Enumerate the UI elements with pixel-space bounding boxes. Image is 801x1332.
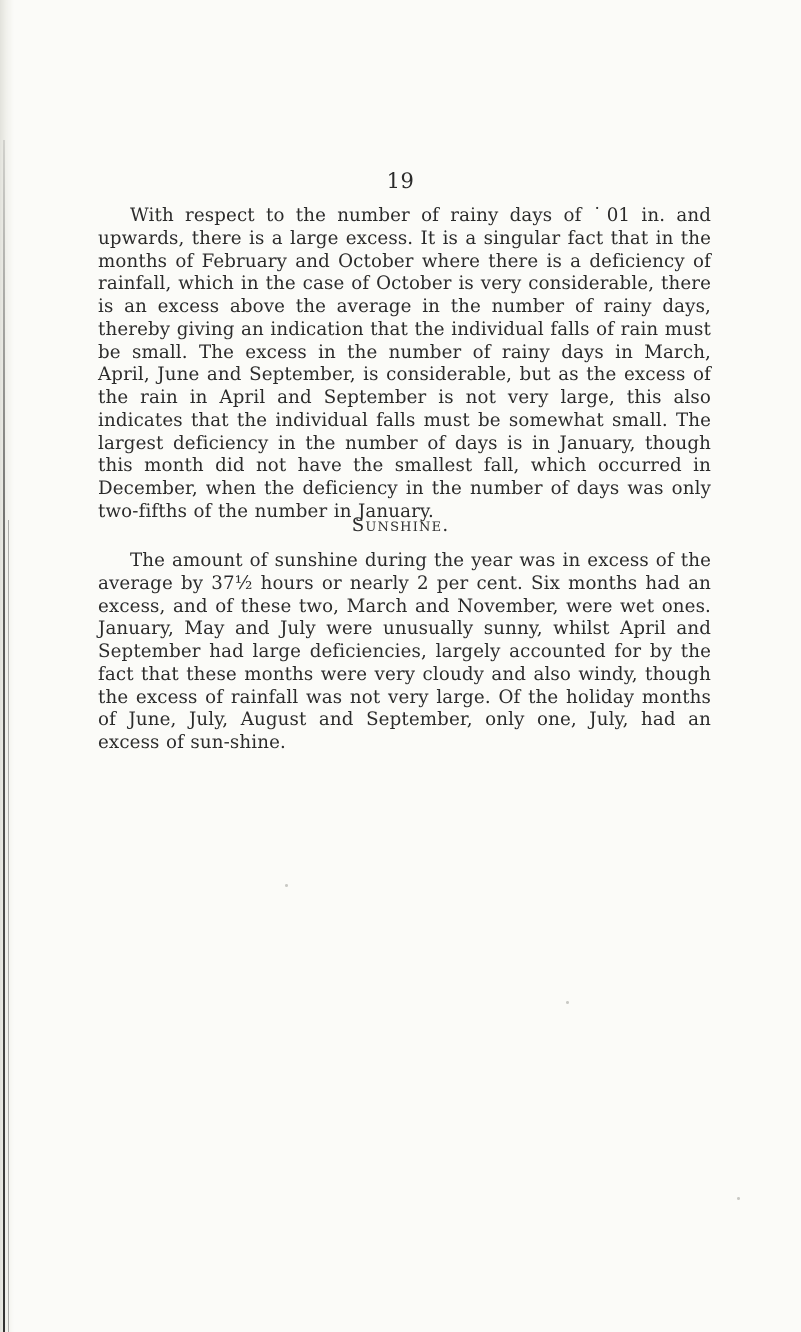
paper-speck	[566, 1001, 569, 1004]
paper-speck	[285, 884, 288, 887]
paper-speck	[737, 1197, 740, 1200]
binding-line	[3, 140, 5, 1332]
binding-line-inner	[8, 520, 9, 1332]
paragraph-rainy-days: With respect to the number of rainy days of ˙01 in. and upwards, there is a large excess. It is a singular fact that in the months of February and October where there is a deficiency of rainfall, which in the case of October is very considerable, there is an excess above the average in the number of rainy days, thereby giving an indication that the individual falls of rain must be small. The excess in the number of rainy days in March, April, June and September, is considerable, but as the excess of the rain in April and September is not very large, this also indicates that the individual falls must be somewhat small. The largest deficiency in the number of days is in January, though this month did not have the smallest fall, which occurred in December, when the deficiency in the number of days was only two-fifths of the number in January.	[98, 205, 711, 522]
page-number: 19	[386, 169, 415, 193]
section-heading-sunshine: Sunshine.	[351, 515, 450, 536]
paragraph-sunshine: The amount of sunshine during the year was in excess of the average by 37½ hours or nearly 2 per cent. Six months had an excess, and of these two, March and November, were wet ones. January, May and July were unusually sunny, whilst April and September had large deficiencies, largely accounted for by the fact that these months were very cloudy and also windy, though the excess of rainfall was not very large. Of the holiday months of June, July, August and September, only one, July, had an excess of sun-shine.	[98, 550, 711, 753]
